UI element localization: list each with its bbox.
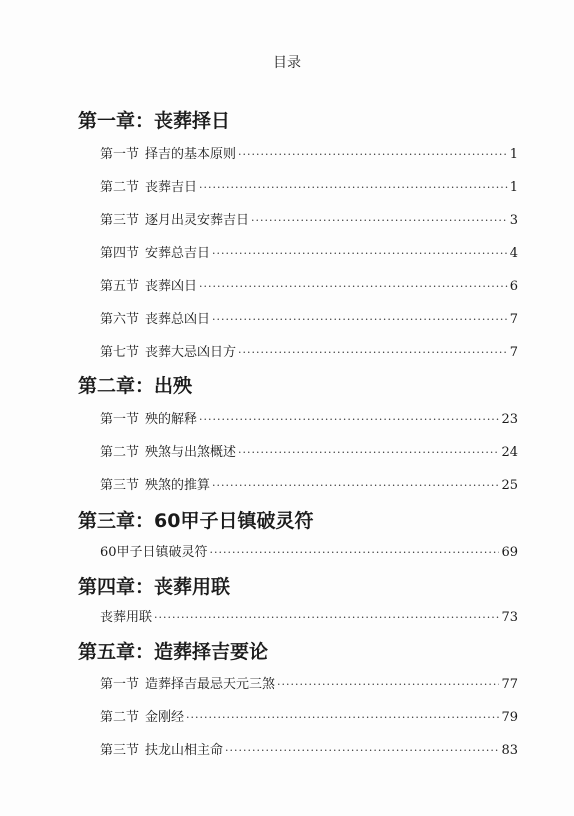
section-title: 逐月出灵安葬吉日 (145, 213, 250, 228)
section-title: 殃煞的推算 (145, 478, 211, 493)
toc-entry[interactable] (100, 176, 518, 195)
section-title: 择吉的基本原则 (145, 147, 237, 162)
section-title: 丧葬凶日 (145, 279, 198, 294)
toc-entry[interactable] (100, 474, 518, 493)
dot-leader (199, 280, 508, 293)
section-number: 第二节 (100, 710, 140, 725)
dot-leader (212, 479, 499, 492)
toc-entry[interactable] (100, 673, 518, 692)
dot-leader (154, 611, 499, 624)
dot-leader (199, 413, 499, 426)
section-title: 扶龙山相主命 (145, 743, 224, 758)
dot-leader (212, 247, 508, 260)
page-number: 79 (501, 710, 518, 725)
page-number: 4 (509, 246, 518, 261)
toc-entry[interactable] (100, 242, 518, 261)
chapter-heading: 第四章：丧葬用联 (78, 576, 231, 598)
section-number: 第一节 (100, 147, 140, 162)
page-number: 83 (501, 743, 518, 758)
dot-leader (199, 181, 508, 194)
section-title: 丧葬用联 (100, 610, 153, 625)
section-number: 第二节 (100, 180, 140, 195)
section-title: 60甲子日镇破灵符 (100, 545, 208, 560)
section-title: 丧葬吉日 (145, 180, 198, 195)
toc-entry[interactable] (100, 606, 518, 625)
chapter-heading: 第三章：60甲子日镇破灵符 (78, 510, 314, 532)
dot-leader (238, 446, 499, 459)
toc-entry[interactable] (100, 706, 518, 725)
page-number: 77 (501, 677, 518, 692)
chapter-heading: 第一章：丧葬择日 (78, 110, 231, 132)
page-number: 7 (509, 345, 518, 360)
dot-leader (186, 711, 499, 724)
section-title: 殃煞与出煞概述 (145, 445, 237, 460)
section-title: 造葬择吉最忌天元三煞 (145, 677, 276, 692)
toc-entry[interactable] (100, 275, 518, 294)
section-title: 安葬总吉日 (145, 246, 211, 261)
page-number: 3 (509, 213, 518, 228)
section-number: 第一节 (100, 677, 140, 692)
dot-leader (210, 546, 500, 559)
page-number: 73 (501, 610, 518, 625)
page-number: 25 (501, 478, 518, 493)
section-title: 丧葬大忌凶日方 (145, 345, 237, 360)
page-number: 69 (501, 545, 518, 560)
toc-entry[interactable] (100, 308, 518, 327)
section-number: 第五节 (100, 279, 140, 294)
toc-entry[interactable] (100, 143, 518, 162)
section-number: 第三节 (100, 743, 140, 758)
section-number: 第三节 (100, 478, 140, 493)
page-number: 1 (509, 180, 518, 195)
chapter-heading: 第五章：造葬择吉要论 (78, 641, 269, 663)
page-number: 1 (509, 147, 518, 162)
section-number: 第一节 (100, 412, 140, 427)
page-number: 23 (501, 412, 518, 427)
page-title: 目录 (273, 55, 301, 71)
dot-leader (251, 214, 508, 227)
page-number: 24 (501, 445, 518, 460)
toc-entry[interactable] (100, 541, 518, 560)
chapter-heading: 第二章：出殃 (78, 375, 193, 397)
section-number: 第二节 (100, 445, 140, 460)
toc-entry[interactable] (100, 739, 518, 758)
toc-entry[interactable] (100, 209, 518, 228)
dot-leader (238, 346, 508, 359)
dot-leader (212, 313, 508, 326)
section-number: 第六节 (100, 312, 140, 327)
toc-entry[interactable] (100, 341, 518, 360)
section-title: 丧葬总凶日 (145, 312, 211, 327)
toc-entry[interactable] (100, 408, 518, 427)
page-number: 6 (509, 279, 518, 294)
dot-leader (225, 744, 499, 757)
page-number: 7 (509, 312, 518, 327)
dot-leader (277, 678, 499, 691)
section-number: 第四节 (100, 246, 140, 261)
section-title: 殃的解释 (145, 412, 198, 427)
section-number: 第三节 (100, 213, 140, 228)
dot-leader (238, 148, 508, 161)
section-number: 第七节 (100, 345, 140, 360)
toc-entry[interactable] (100, 441, 518, 460)
section-title: 金刚经 (145, 710, 185, 725)
